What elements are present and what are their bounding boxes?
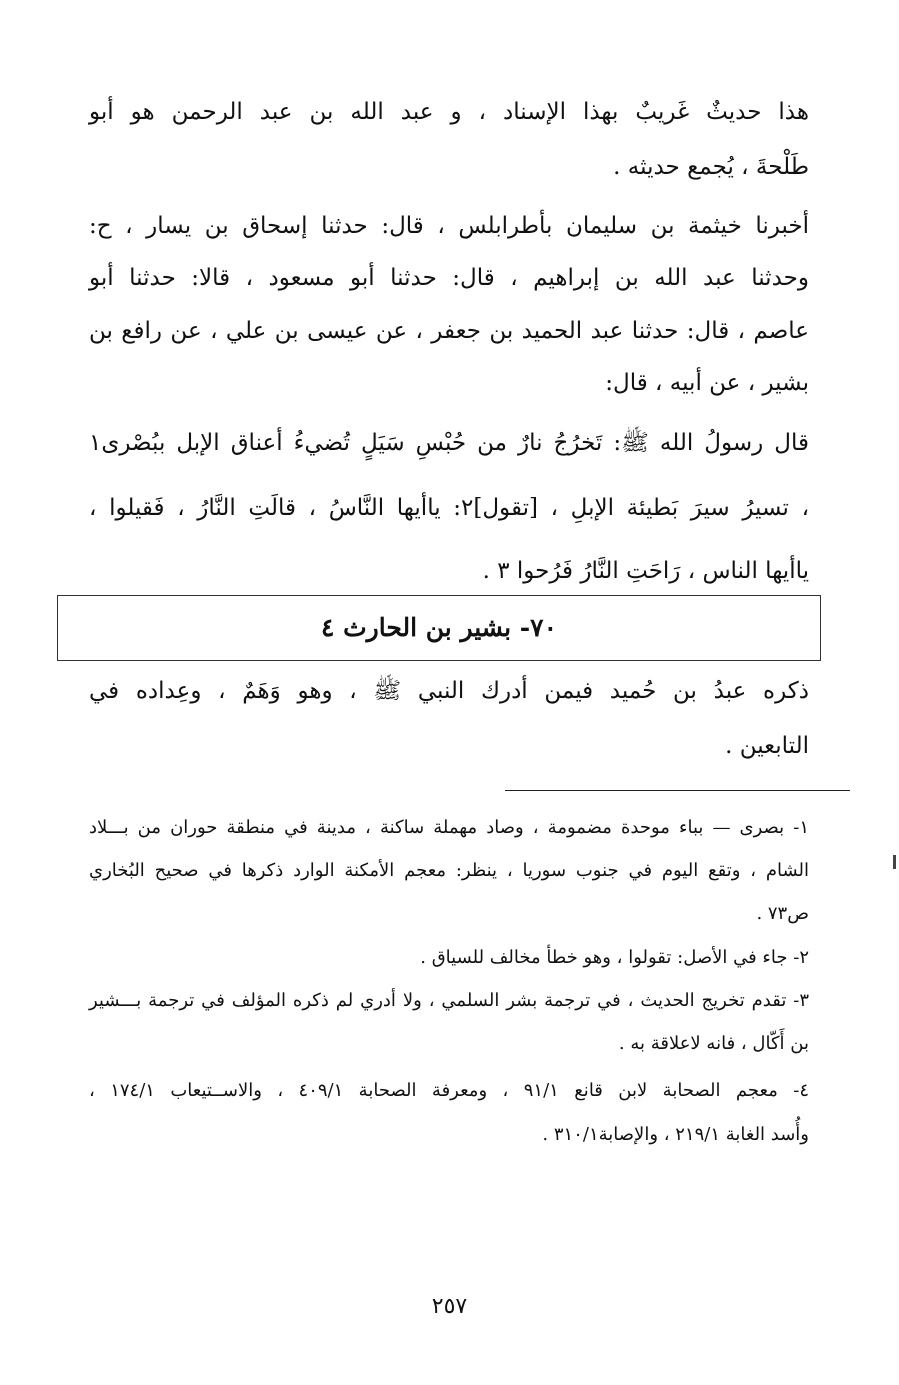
hadith-line-3: ياأيها الناس ، رَاحَتِ النَّارُ فَرُحوا ٣ . [482, 558, 809, 584]
paragraph-1-line-1: هذا حديثٌ غَريبٌ بهذا الإسناد ، و عبد الله بن عبد الرحمن هو أبو [89, 99, 809, 125]
footnote-4-line-1: ٤- معجم الصحابة لابن قانع ٩١/١ ، ومعرفة الصحابة ٤٠٩/١ ، والاســتيعاب ١٧٤/١ ، [89, 1080, 810, 1101]
paragraph-2-line-3: عاصم ، قال: حدثنا عبد الحميد بن جعفر ، عن عيسى بن علي ، عن رافع بن [89, 318, 809, 344]
section-paragraph-line-1: ذكره عبدُ بن حُميد فيمن أدرك النبي ﷺ ، وهو وَهَمٌ ، وعِداده في [89, 678, 809, 704]
hadith-line-1: قال رسولُ الله ﷺ: تَخرُجُ نارٌ من حُبْسِ سَيَلٍ تُضيءُ أعناق الإبل ببُصْرى١ [89, 430, 809, 456]
footnote-4-line-2: وأُسد الغابة ٢١٩/١ ، والإصابة٣١٠/١ . [542, 1124, 809, 1145]
footnote-divider [505, 790, 850, 791]
paragraph-2-line-2: وحدثنا عبد الله بن إبراهيم ، قال: حدثنا أبو مسعود ، قالا: حدثنا أبو [89, 265, 809, 291]
footnote-2-line-1: ٢- جاء في الأصل: تقولوا ، وهو خطأ مخالف للسياق . [420, 947, 809, 968]
footnote-1-line-1: ١- بصرى — بباء موحدة مضمومة ، وصاد مهملة ساكنة ، مدينة في منطقة حوران من بـــلاد [89, 817, 809, 838]
scan-mark [893, 855, 896, 869]
page-number: ٢٥٧ [431, 1294, 468, 1319]
section-paragraph-line-2: التابعين . [725, 733, 809, 759]
footnote-3-line-1: ٣- تقدم تخريج الحديث ، في ترجمة بشر السلمي ، ولا أدري لم ذكره المؤلف في ترجمة بـــشير [89, 990, 809, 1011]
section-heading-box [57, 595, 821, 661]
footnote-1-line-3: ص٧٣ . [756, 903, 809, 924]
paragraph-1-line-2: طَلْحةَ ، يُجمع حديثه . [613, 154, 809, 180]
section-heading: ٧٠- بشير بن الحارث ٤ [321, 613, 557, 642]
paragraph-2-line-4: بشير ، عن أبيه ، قال: [605, 370, 809, 396]
hadith-line-2: ، تسيرُ سيرَ بَطيئة الإبلِ ، [تقول]٢: ياأيها النَّاسُ ، قالَتِ النَّارُ ، فَقيلوا ، [89, 495, 809, 521]
footnote-3-line-2: بن أَكّال ، فانه لاعلاقة به . [618, 1033, 809, 1054]
paragraph-2-line-1: أخبرنا خيثمة بن سليمان بأطرابلس ، قال: حدثنا إسحاق بن يسار ، ح: [89, 213, 809, 239]
footnote-1-line-2: الشام ، وتقع اليوم في جنوب سوريا ، ينظر: معجم الأمكنة الوارد ذكرها في صحيح البُخاري [89, 860, 809, 881]
